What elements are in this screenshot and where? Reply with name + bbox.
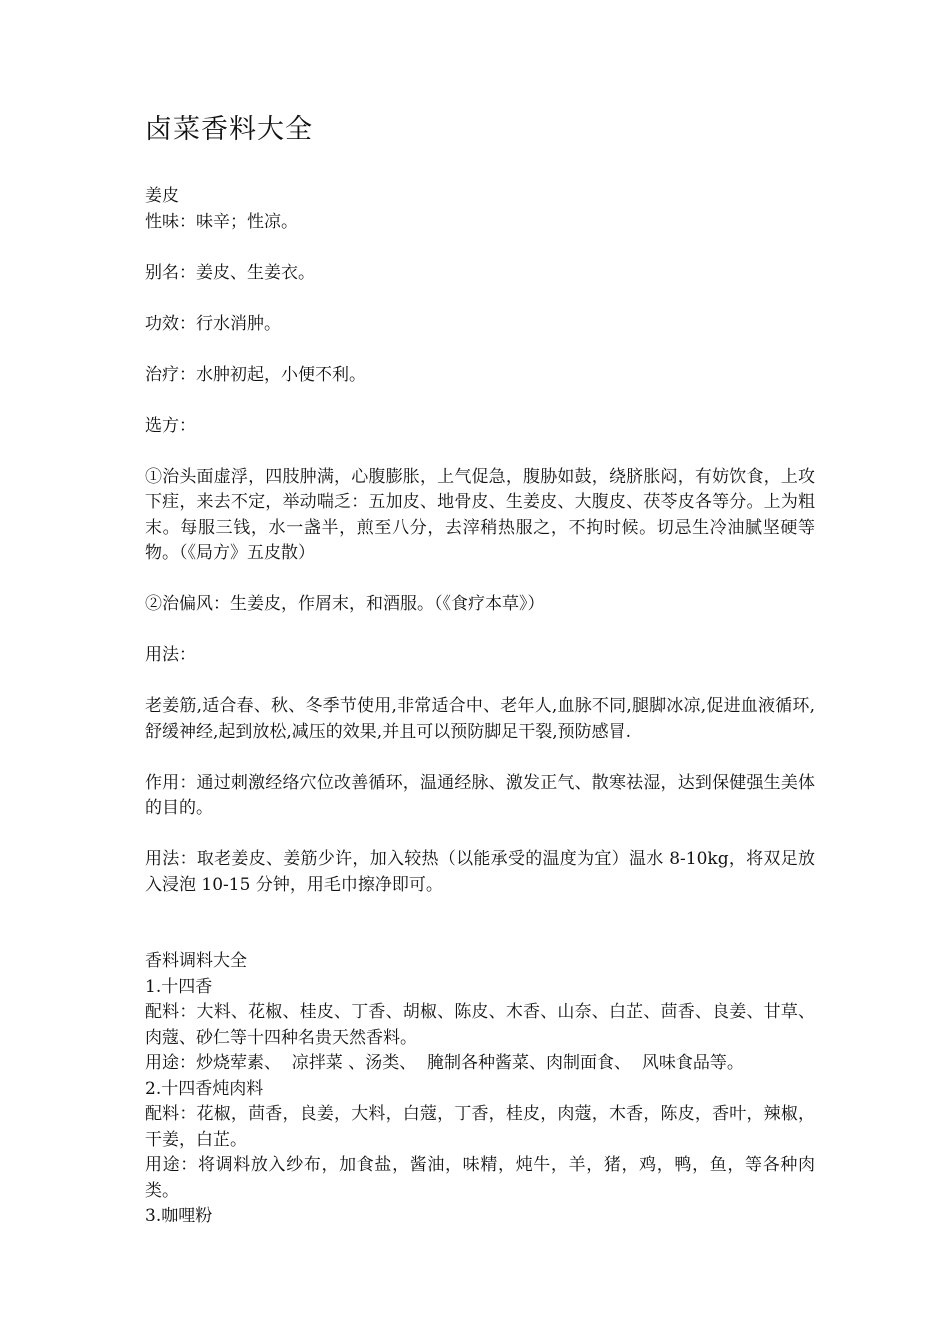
- spacer: [145, 388, 815, 414]
- page-title: 卤菜香料大全: [145, 114, 313, 145]
- item-1-usage: 用途：炒烧荤素、 凉拌菜 、汤类、 腌制各种酱菜、肉制面食、 风味食品等。: [145, 1053, 744, 1073]
- item-title-3: 3.咖哩粉: [145, 1206, 213, 1226]
- item-2-ingredients: 配料：花椒，茴香，良姜，大料，白蔻，丁香，桂皮，肉蔻，木香，陈皮，香叶，辣椒，干姜，白芷。: [145, 1104, 815, 1150]
- property-treatment: 治疗：水肿初起，小便不利。: [145, 364, 366, 385]
- spacer: [145, 337, 815, 363]
- usage-label: 用法：: [145, 645, 196, 665]
- section-heading-ginger-peel: 姜皮: [145, 186, 179, 206]
- prescription-2: ②治偏风：生姜皮，作屑末，和酒服。（《食疗本草》）: [145, 594, 545, 614]
- prescription-1: ①治头面虚浮，四肢肿满，心腹膨胀，上气促急，腹胁如鼓，绕脐胀闷，有妨饮食，上攻下疰，来去不定，举动喘乏：五加皮、地骨皮、生姜皮、大腹皮、茯苓皮各等分。上为粗末。每服三钱，水一盏半，煎至八分，去滓稍热服之，不拘时候。切忌生冷油腻坚硬等物。（《局方》五皮散）: [145, 466, 815, 563]
- item-1-ingredients: 配料：大料、花椒、桂皮、丁香、胡椒、陈皮、木香、山奈、白芷、茴香、良姜、甘草、肉蔻、砂仁等十四种名贵天然香料。: [145, 1002, 815, 1048]
- spacer: [145, 822, 815, 848]
- spacer: [145, 669, 815, 695]
- section-heading-spices: 香料调料大全: [145, 951, 247, 971]
- spacer: [145, 898, 815, 949]
- prescriptions-label: 选方：: [145, 415, 196, 436]
- effect-text: 作用：通过刺激经络穴位改善循环，温通经脉、激发正气、散寒祛湿，达到保健强生美体的目的。: [145, 772, 815, 818]
- item-2-usage: 用途：将调料放入纱布，加食盐，酱油，味精，炖牛，羊，猪，鸡，鸭，鱼，等各种肉类。: [145, 1155, 815, 1201]
- spacer: [145, 286, 815, 312]
- document-body: [145, 184, 815, 1230]
- spacer: [145, 745, 815, 771]
- item-title-1: 1.十四香: [145, 976, 213, 997]
- spacer: [145, 618, 815, 644]
- spacer: [145, 235, 815, 261]
- property-efficacy: 功效：行水消肿。: [145, 313, 281, 334]
- spacer: [145, 439, 815, 465]
- property-nature: 性味：味辛；性凉。: [145, 211, 298, 232]
- spacer: [145, 567, 815, 593]
- item-title-2: 2.十四香炖肉料: [145, 1078, 264, 1099]
- usage-text: 老姜筋,适合春、秋、冬季节使用,非常适合中、老年人,血脉不同,腿脚冰凉,促进血液循环,舒缓神经,起到放松,减压的效果,并且可以预防脚足干裂,预防感冒.: [145, 696, 815, 742]
- property-alias: 别名：姜皮、生姜衣。: [145, 262, 315, 283]
- usage-method-text: 用法：取老姜皮、姜筋少许，加入较热（以能承受的温度为宜）温水 8-10kg，将双足放入浸泡 10-15 分钟，用毛巾擦净即可。: [145, 849, 815, 895]
